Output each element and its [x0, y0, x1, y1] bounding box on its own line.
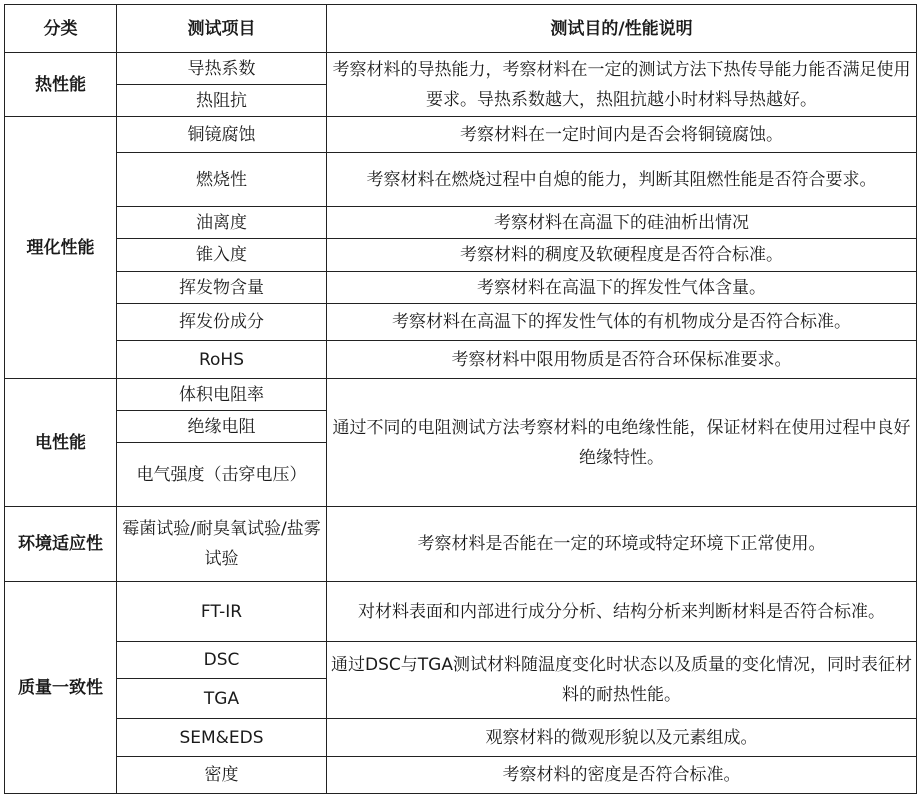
table-row	[5, 582, 917, 642]
table-row	[5, 239, 917, 272]
category-cell: 环境适应性	[5, 507, 117, 582]
test-item-cell: 挥发份成分	[117, 304, 327, 341]
purpose-cell: 考察材料在高温下的硅油析出情况	[327, 207, 917, 239]
table-header-row	[5, 5, 917, 53]
header-category: 分类	[5, 5, 117, 53]
category-cell: 热性能	[5, 53, 117, 117]
header-test-item: 测试项目	[117, 5, 327, 53]
table-row	[5, 304, 917, 341]
test-item-cell: 导热系数	[117, 53, 327, 85]
purpose-cell: 通过不同的电阻测试方法考察材料的电绝缘性能，保证材料在使用过程中良好绝缘特性。	[327, 379, 917, 507]
test-item-cell: 挥发物含量	[117, 272, 327, 304]
purpose-cell: 考察材料在高温下的挥发性气体的有机物成分是否符合标准。	[327, 304, 917, 341]
purpose-cell: 考察材料中限用物质是否符合环保标准要求。	[327, 341, 917, 379]
test-item-cell: 霉菌试验/耐臭氧试验/盐雾试验	[117, 507, 327, 582]
test-item-cell: 油离度	[117, 207, 327, 239]
test-item-cell: TGA	[117, 679, 327, 719]
test-item-cell: 铜镜腐蚀	[117, 117, 327, 153]
test-item-cell: RoHS	[117, 341, 327, 379]
purpose-cell: 考察材料的密度是否符合标准。	[327, 757, 917, 794]
test-item-cell: 绝缘电阻	[117, 411, 327, 443]
category-cell: 电性能	[5, 379, 117, 507]
test-items-table	[4, 4, 917, 794]
purpose-cell: 考察材料在高温下的挥发性气体含量。	[327, 272, 917, 304]
table-row	[5, 642, 917, 679]
purpose-cell: 考察材料是否能在一定的环境或特定环境下正常使用。	[327, 507, 917, 582]
header-purpose: 测试目的/性能说明	[327, 5, 917, 53]
purpose-cell: 考察材料在燃烧过程中自熄的能力，判断其阻燃性能是否符合要求。	[327, 153, 917, 207]
table-row	[5, 507, 917, 582]
test-item-cell: 体积电阻率	[117, 379, 327, 411]
purpose-cell: 对材料表面和内部进行成分分析、结构分析来判断材料是否符合标准。	[327, 582, 917, 642]
test-item-cell: 锥入度	[117, 239, 327, 272]
table-row	[5, 341, 917, 379]
test-item-cell: 热阻抗	[117, 85, 327, 117]
table-row	[5, 379, 917, 411]
category-cell: 理化性能	[5, 117, 117, 379]
table-row	[5, 719, 917, 757]
test-item-cell: 电气强度（击穿电压）	[117, 443, 327, 507]
table-row	[5, 757, 917, 794]
category-cell: 质量一致性	[5, 582, 117, 794]
purpose-cell: 考察材料的稠度及软硬程度是否符合标准。	[327, 239, 917, 272]
table-row	[5, 207, 917, 239]
table-row	[5, 53, 917, 85]
test-item-cell: 密度	[117, 757, 327, 794]
table-row	[5, 153, 917, 207]
test-item-cell: SEM&EDS	[117, 719, 327, 757]
purpose-cell: 考察材料的导热能力，考察材料在一定的测试方法下热传导能力能否满足使用要求。导热系数越大，热阻抗越小时材料导热越好。	[327, 53, 917, 117]
purpose-cell: 通过DSC与TGA测试材料随温度变化时状态以及质量的变化情况，同时表征材料的耐热性能。	[327, 642, 917, 719]
test-item-cell: 燃烧性	[117, 153, 327, 207]
test-item-cell: FT-IR	[117, 582, 327, 642]
purpose-cell: 考察材料在一定时间内是否会将铜镜腐蚀。	[327, 117, 917, 153]
purpose-cell: 观察材料的微观形貌以及元素组成。	[327, 719, 917, 757]
table-row	[5, 272, 917, 304]
table-row	[5, 117, 917, 153]
test-item-cell: DSC	[117, 642, 327, 679]
